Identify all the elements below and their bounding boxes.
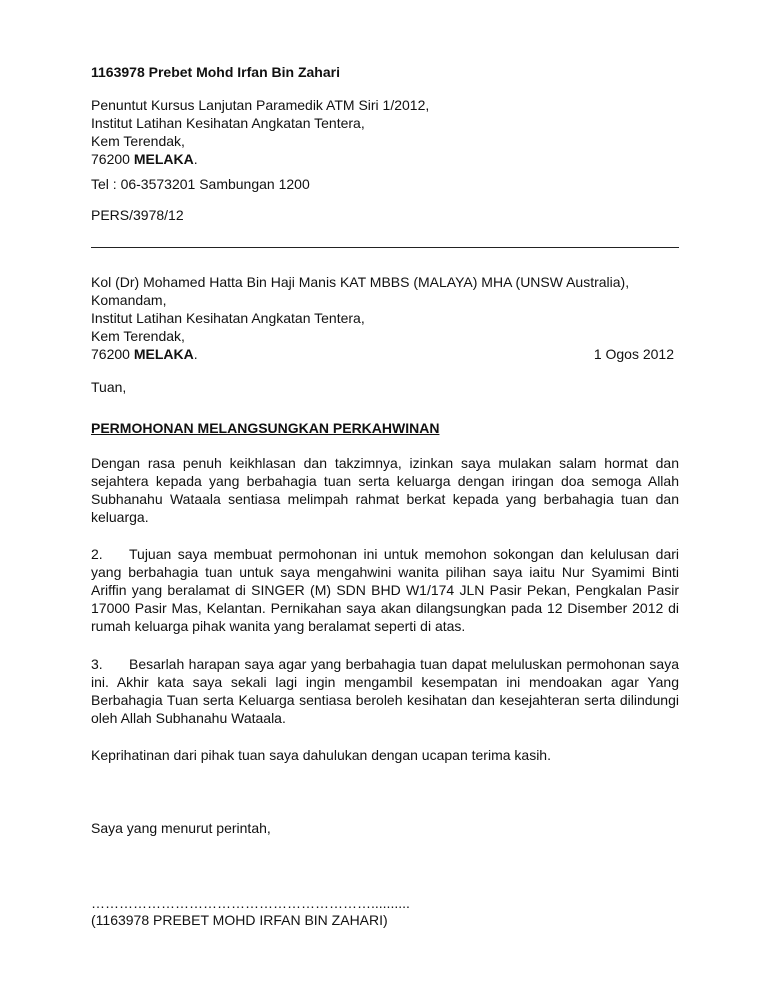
signature-dots: …………………………………………………….......... <box>91 895 410 911</box>
letter-date: 1 Ogos 2012 <box>593 346 674 362</box>
recipient-postcode-city <box>91 345 679 363</box>
paragraph-3-text: Besarlah harapan saya agar yang berbahagia tuan dapat meluluskan permohonan saya ini. Akhir kata saya sekali lagi ingin mengambil kesempatan ini mendoakan agar Yang Berbahagia Tuan serta Keluarga sentiasa beroleh kesihatan dan kesejahteran serta dilindungi oleh Allah Subhanahu Wataala. <box>91 656 679 726</box>
sender-address-line: Kem Terendak, <box>91 133 185 149</box>
sender-address-line: Penuntut Kursus Lanjutan Paramedik ATM Siri 1/2012, <box>91 97 430 113</box>
paragraph-2-number: 2. <box>91 546 103 562</box>
sender-postcode: 76200 <box>91 151 130 167</box>
recipient-city: MELAKA <box>133 346 194 362</box>
letter-subject: PERMOHONAN MELANGSUNGKAN PERKAHWINAN <box>91 420 440 436</box>
salutation: Tuan, <box>91 379 127 395</box>
sender-city: MELAKA <box>133 151 194 167</box>
recipient-line: Kol (Dr) Mohamed Hatta Bin Haji Manis KAT MBBS (MALAYA) MHA (UNSW Australia), <box>91 274 630 290</box>
recipient-line: Komandam, <box>91 292 167 308</box>
recipient-address <box>91 273 679 363</box>
recipient-line: Kem Terendak, <box>91 328 185 344</box>
paragraph-1: Dengan rasa penuh keikhlasan dan takzimnya, izinkan saya mulakan salam hormat dan sejahtera kepada yang berbahagia tuan serta keluarga dengan iringan doa semoga Allah Subhanahu Wataala sentiasa melimpah rahmat berkat kepada yang berbahagia tuan dan keluarga. <box>91 455 679 525</box>
sender-address <box>91 96 679 168</box>
sender-tel: Tel : 06-3573201 Sambungan 1200 <box>91 176 310 192</box>
sender-name: 1163978 Prebet Mohd Irfan Bin Zahari <box>91 64 340 80</box>
recipient-line: Institut Latihan Kesihatan Angkatan Tentera, <box>91 310 365 326</box>
recipient-postcode: 76200 <box>91 346 130 362</box>
sender-postcode-city <box>91 150 679 168</box>
paragraph-2-text: Tujuan saya membuat permohonan ini untuk memohon sokongan dan kelulusan dari yang berbahagia tuan untuk saya mengahwini wanita pilihan saya iaitu Nur Syamimi Binti Ariffin yang beralamat di SINGER (M) SDN BHD W1/174 JLN Pasir Pekan, Pengkalan Pasir 17000 Pasir Mas, Kelantan. Pernikahan saya akan dilangsungkan pada 12 Disember 2012 di rumah keluarga pihak wanita yang beralamat seperti di atas. <box>91 546 679 634</box>
sender-address-line: Institut Latihan Kesihatan Angkatan Tentera, <box>91 115 365 131</box>
closing: Saya yang menurut perintah, <box>91 820 271 836</box>
paragraph-3-number: 3. <box>91 656 103 672</box>
sender-city-suffix: . <box>193 151 198 167</box>
divider-line <box>91 247 679 248</box>
paragraph-4: Keprihatinan dari pihak tuan saya dahulukan dengan ucapan terima kasih. <box>91 747 551 763</box>
signature-name: (1163978 PREBET MOHD IRFAN BIN ZAHARI) <box>91 912 388 928</box>
paragraph-2 <box>91 545 679 635</box>
paragraph-3 <box>91 655 679 727</box>
recipient-city-suffix: . <box>193 346 198 362</box>
reference-number: PERS/3978/12 <box>91 207 184 223</box>
